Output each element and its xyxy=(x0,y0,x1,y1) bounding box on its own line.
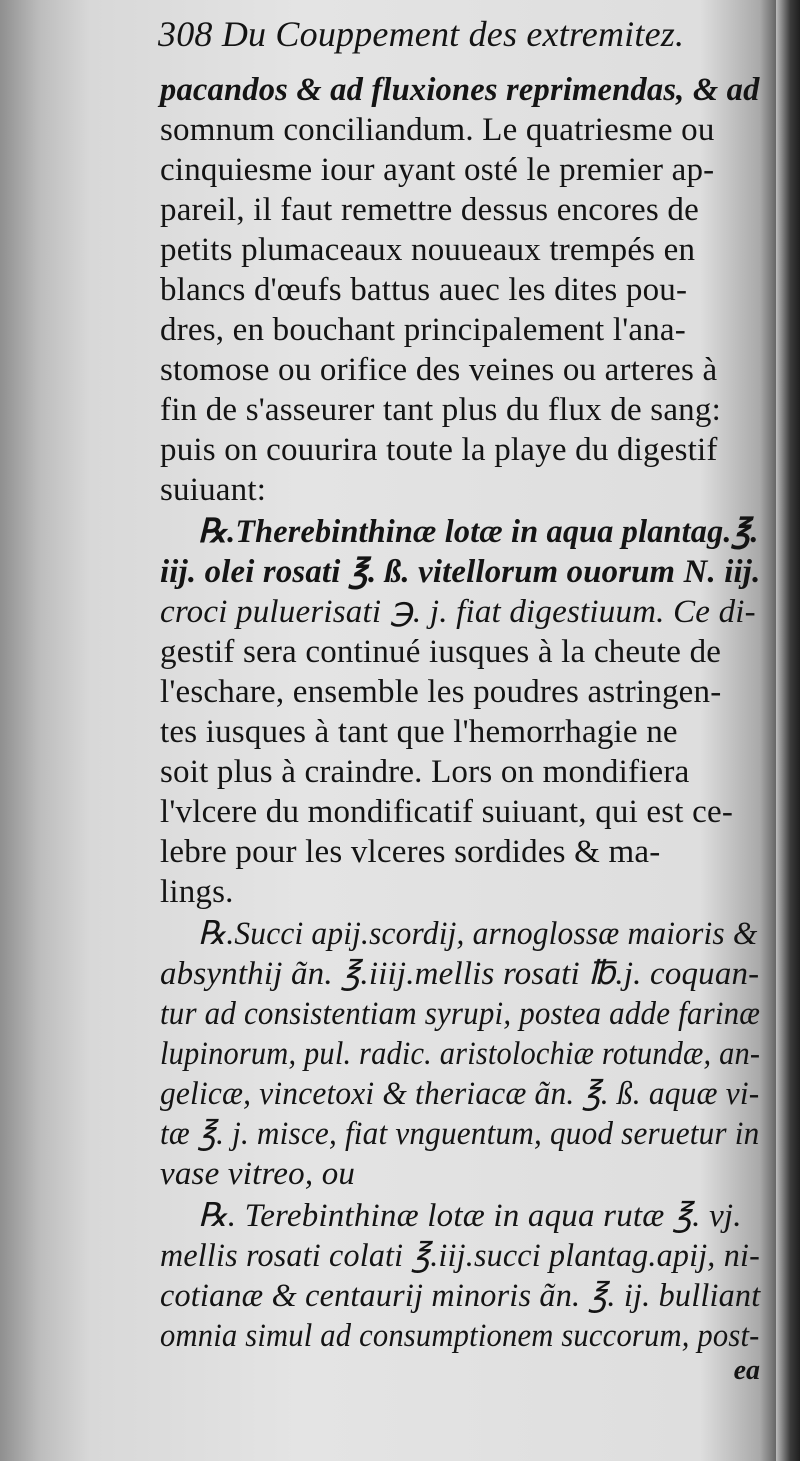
text-line: puis on couurira toute la playe du digestif xyxy=(160,432,718,468)
text-line: suiuant: xyxy=(160,472,267,508)
text-line: petits plumaceaux nouueaux trempés en xyxy=(160,232,696,268)
running-title: Du Couppement des extremitez. xyxy=(221,14,685,54)
recipe-line: cotianæ & centaurij minoris ãn. ℥. ij. bulliant xyxy=(160,1278,761,1314)
text-line: lebre pour les vlceres sordides & ma- xyxy=(160,834,661,870)
text-line: somnum conciliandum. Le quatriesme ou xyxy=(160,112,715,148)
text-line: dres, en bouchant principalement l'ana- xyxy=(160,312,686,348)
text-line: pacandos & ad fluxiones reprimendas, & ad xyxy=(160,72,760,108)
recipe-line: vase vitreo, ou xyxy=(160,1156,356,1192)
text-line: fin de s'asseurer tant plus du flux de sang: xyxy=(160,392,721,428)
recipe-line: mellis rosati colati ℥.iij.succi plantag.apij, ni- xyxy=(160,1238,760,1274)
catchword: ea xyxy=(733,1355,760,1386)
recipe-line: croci puluerisati ℈. j. fiat digestiuum. Ce di- xyxy=(160,594,756,630)
page-number: 308 xyxy=(158,14,213,54)
recipe-line: lupinorum, pul. radic. aristolochiæ rotundæ, an- xyxy=(160,1036,761,1072)
text-line: l'eschare, ensemble les poudres astringen- xyxy=(160,674,722,710)
text-line: blancs d'œufs battus auec les dites pou- xyxy=(160,272,688,308)
text-line: tes iusques à tant que l'hemorrhagie ne xyxy=(160,714,678,750)
recipe-line: iij. olei rosati ℥. ß. vitellorum ouorum N. iij. xyxy=(160,554,761,590)
recipe-line: tur ad consistentiam syrupi, postea adde farinæ xyxy=(160,996,761,1032)
recipe-line: omnia simul ad consumptionem succorum, post- xyxy=(160,1318,760,1354)
page-header xyxy=(158,14,758,54)
recipe-line: tæ ℥. j. misce, fiat vnguentum, quod seruetur in xyxy=(160,1116,760,1152)
text-line: cinquiesme iour ayant osté le premier ap- xyxy=(160,152,715,188)
text-line: l'vlcere du mondificatif suiuant, qui est ce- xyxy=(160,794,734,830)
recipe-line: ℞.Therebinthinæ lotæ in aqua plantag.℥. xyxy=(198,514,759,550)
recipe-line: ℞. Terebinthinæ lotæ in aqua rutæ ℥. vj. xyxy=(198,1198,742,1234)
text-line: stomose ou orifice des veines ou arteres à xyxy=(160,352,718,388)
recipe-line: ℞.Succi apij.scordij, arnoglossæ maioris & xyxy=(198,916,758,952)
text-line: soit plus à craindre. Lors on mondifiera xyxy=(160,754,690,790)
text-line: pareil, il faut remettre dessus encores de xyxy=(160,192,699,228)
recipe-line: gelicæ, vincetoxi & theriacæ ãn. ℥. ß. aquæ vi- xyxy=(160,1076,760,1112)
text-line: gestif sera continué iusques à la cheute de xyxy=(160,634,722,670)
page-edge-shadow xyxy=(776,0,800,1461)
text-line: lings. xyxy=(160,874,234,910)
recipe-line: absynthij ãn. ℥.iiij.mellis rosati ℔.j. coquan- xyxy=(160,956,760,992)
